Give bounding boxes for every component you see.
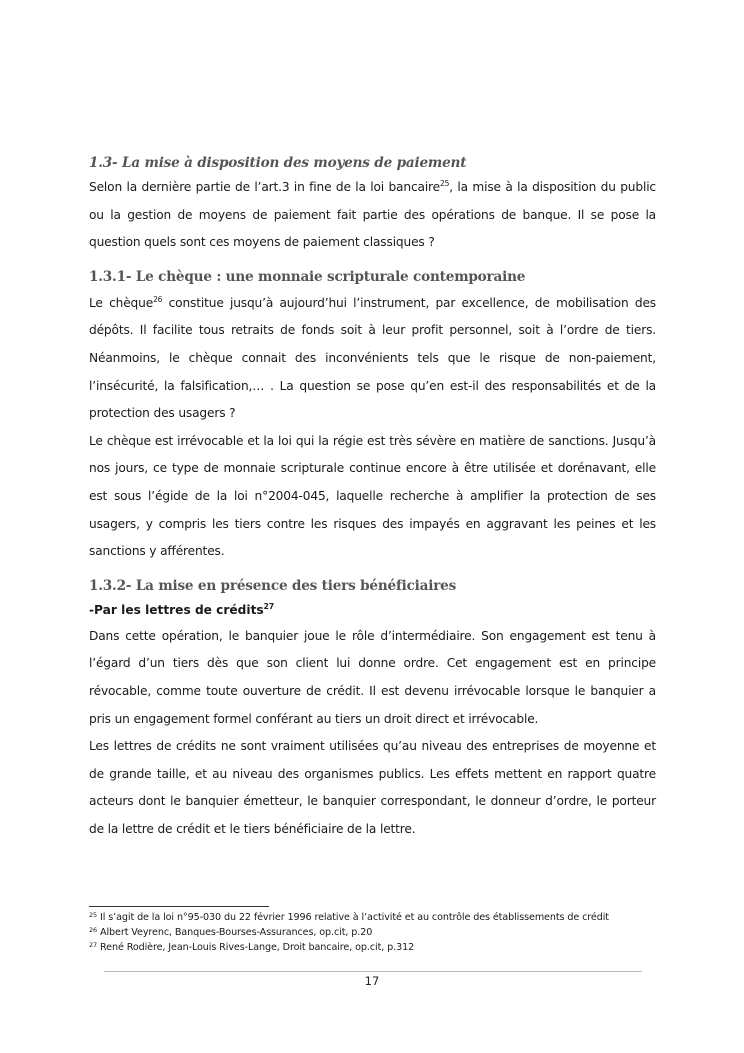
footnote-number: 27: [89, 941, 98, 949]
section-1-3-1-text-b: constitue jusqu’à aujourd’hui l’instrument, par excellence, de mobilisation des dépôts. Il facilite tous retraits de fonds soit à leur profit personnel, soit à l’ordre de tiers. Néanmoins, le chèque connait des inconvénients tels que le risque de non-paiement, l’insécurité, la falsification,… . La question se pose qu’en est-il des responsabilités et de la protection des usagers ?: [89, 295, 656, 421]
section-1-3-2-paragraph-1: Dans cette opération, le banquier joue le rôle d’intermédiaire. Son engagement est tenu à l’égard d’un tiers dès que son client lui donne ordre. Cet engagement est en principe révocable, comme toute ouverture de crédit. Il est devenu irrévocable lorsque le banquier a pris un engagement formel conférant au tiers un droit direct et irrévocable.: [89, 628, 656, 726]
footnotes: [89, 910, 689, 955]
footnote-25: [89, 910, 689, 925]
section-1-3-1-paragraph-1: [89, 290, 656, 428]
main-content: [89, 152, 656, 843]
letters-of-credit-subheading-text: -Par les lettres de crédits: [89, 602, 264, 617]
footnote-separator: [89, 906, 269, 907]
section-1-3-1-heading: 1.3.1- Le chèque : une monnaie scripturale contemporaine: [89, 268, 526, 285]
section-1-3-2-heading: 1.3.2- La mise en présence des tiers bénéficiaires: [89, 577, 457, 594]
footnote-text: Albert Veyrenc, Banques-Bourses-Assurances, op.cit, p.20: [97, 927, 373, 938]
letters-of-credit-subheading: [89, 599, 656, 621]
footnote-27: [89, 940, 689, 955]
footnote-ref-27[interactable]: 27: [263, 601, 275, 611]
footnote-26: [89, 925, 689, 940]
footnote-number: 26: [89, 926, 98, 934]
section-1-3-text-a: Selon la dernière partie de l’art.3 in fine de la loi bancaire: [89, 180, 440, 194]
footer-rule: [104, 971, 642, 972]
section-1-3-1-paragraph-2: Le chèque est irrévocable et la loi qui la régie est très sévère en matière de sanctions. Jusqu’à nos jours, ce type de monnaie scripturale continue encore à être utilisée et dorénavant, elle est sous l’égide de la loi n°2004-045, laquelle recherche à amplifier la protection de ses usagers, y compris les tiers contre les risques des impayés en aggravant les peines et les sanctions y afférentes.: [89, 433, 656, 559]
page-number: 17: [364, 974, 380, 988]
section-1-3-2-paragraph-2: Les lettres de crédits ne sont vraiment utilisées qu’au niveau des entreprises de moyenne et de grande taille, et au niveau des organismes publics. Les effets mettent en rapport quatre acteurs dont le banquier émetteur, le banquier correspondant, le donneur d’ordre, le porteur de la lettre de crédit et le tiers bénéficiaire de la lettre.: [89, 739, 656, 836]
section-1-3-heading: 1.3- La mise à disposition des moyens de paiement: [89, 155, 467, 171]
footnote-number: 25: [89, 911, 98, 919]
section-1-3-1-text-a: Le chèque: [89, 295, 154, 310]
section-1-3-text-b: , la mise à la disposition du public ou la gestion de moyens de paiement fait partie des opérations de banque. Il se pose la question quels sont ces moyens de paiement classiques ?: [89, 180, 656, 250]
footnote-text: Il s’agit de la loi n°95-030 du 22 février 1996 relative à l’activité et au contrôle des établissements de crédit: [97, 912, 609, 923]
footnote-text: René Rodière, Jean-Louis Rives-Lange, Droit bancaire, op.cit, p.312: [97, 942, 415, 953]
footnote-ref-26[interactable]: 26: [153, 294, 163, 304]
section-1-3-paragraph: [89, 174, 656, 257]
footnote-ref-25[interactable]: 25: [440, 179, 450, 188]
